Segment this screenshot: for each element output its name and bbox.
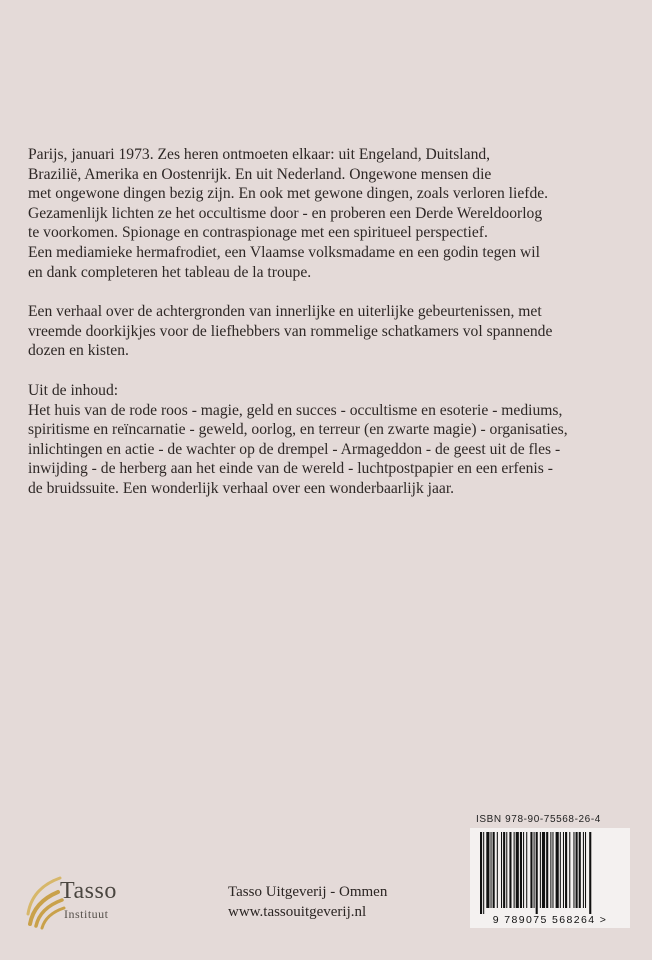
contents-paragraph — [28, 381, 628, 499]
text-line: Gezamenlijk lichten ze het occultisme door - en proberen een Derde Wereldoorlog — [28, 204, 543, 222]
text-line: Het huis van de rode roos - magie, geld en succes - occultisme en esoterie - mediums, — [28, 401, 563, 419]
isbn-label: ISBN 978-90-75568-26-4 — [476, 814, 601, 825]
blurb-paragraph-1 — [28, 145, 628, 282]
logo-name: Tasso — [60, 878, 117, 904]
publisher-logo — [24, 862, 184, 932]
text-line: met ongewone dingen bezig zijn. En ook met gewone dingen, zoals verloren liefde. — [28, 185, 549, 203]
blurb-paragraph-2 — [28, 302, 628, 361]
text-line: Parijs, januari 1973. Zes heren ontmoeten elkaar: uit Engeland, Duitsland, — [28, 146, 491, 163]
publisher-name: Tasso Uitgeverij - Ommen — [228, 884, 388, 900]
blurb-text — [28, 145, 628, 519]
text-line: Een mediamieke hermafrodiet, een Vlaamse volksmadame en een godin tegen wil — [28, 243, 540, 261]
publisher-info — [228, 882, 387, 922]
text-line: Brazilië, Amerika en Oostenrijk. En uit Nederland. Ongewone mensen die — [28, 165, 492, 183]
barcode — [470, 828, 630, 928]
text-line: te voorkomen. Spionage en contraspionage met een spiritueel perspectief. — [28, 224, 488, 242]
logo-subtitle: Instituut — [64, 907, 109, 921]
text-line: vreemde doorkijkjes voor de liefhebbers van rommelige schatkamers vol spannende — [28, 322, 553, 340]
contents-heading: Uit de inhoud: — [28, 381, 119, 399]
text-line: spiritisme en reïncarnatie - geweld, oorlog, en terreur (en zwarte magie) - organisaties, — [28, 421, 568, 439]
publisher-url[interactable]: www.tassouitgeverij.nl — [228, 904, 367, 920]
text-line: inlichtingen en actie - de wachter op de drempel - Armageddon - de geest uit de fles - — [28, 440, 561, 458]
barcode-bars-icon — [470, 828, 630, 914]
barcode-digits: 9 789075 568264 > — [492, 914, 608, 926]
text-line: inwijding - de herberg aan het einde van de wereld - luchtpostpapier en een erfenis - — [28, 460, 553, 478]
text-line: Een verhaal over de achtergronden van innerlijke en uiterlijke gebeurtenissen, met — [28, 303, 542, 321]
text-line: dozen en kisten. — [28, 342, 129, 360]
text-line: de bruidssuite. Een wonderlijk verhaal over een wonderbaarlijk jaar. — [28, 479, 455, 497]
text-line: en dank completeren het tableau de la troupe. — [28, 263, 312, 281]
